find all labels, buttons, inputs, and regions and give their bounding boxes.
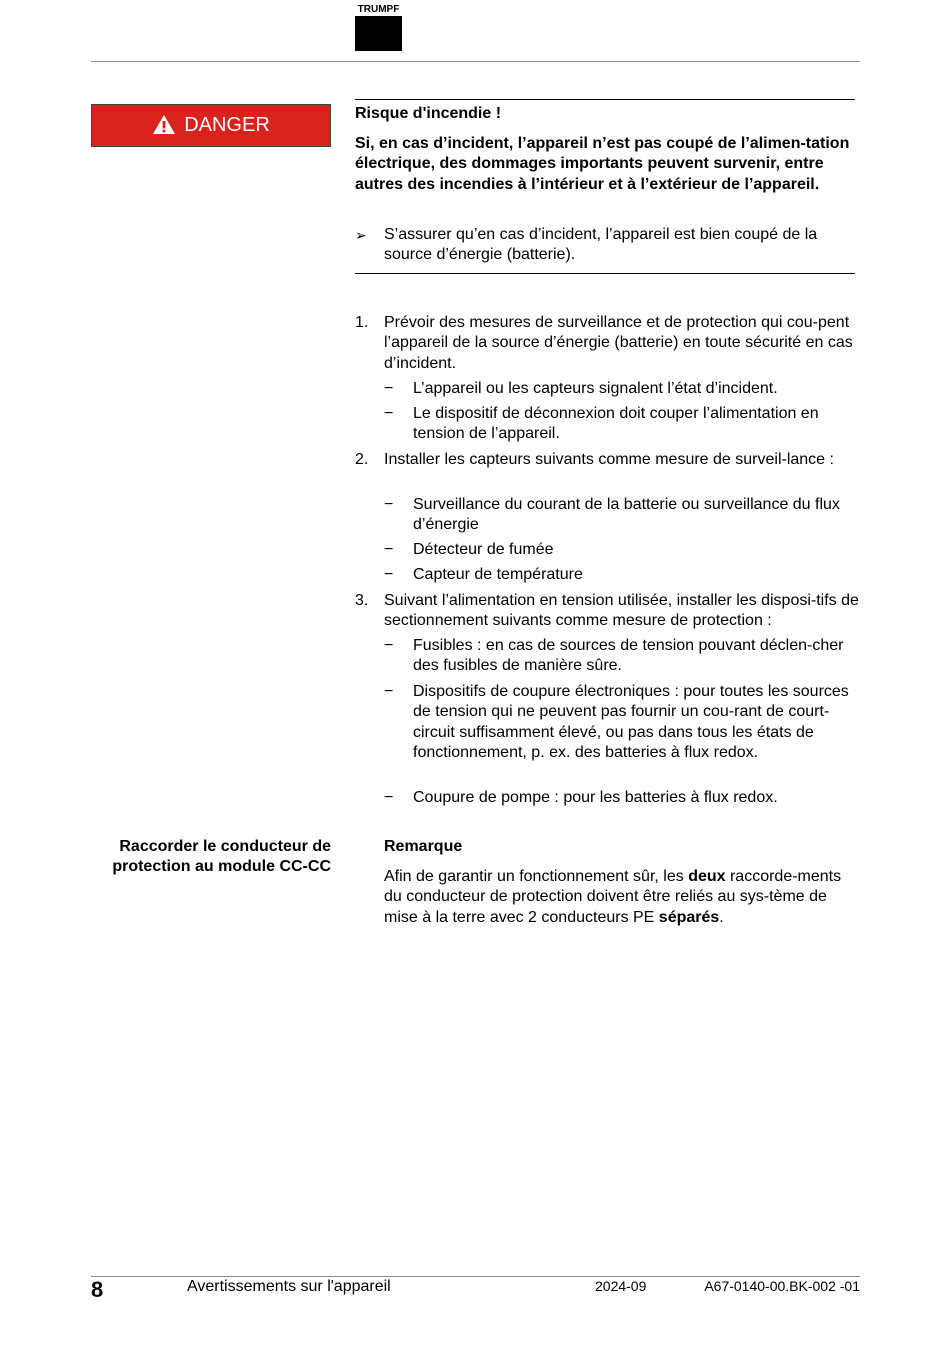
warning-top-rule <box>355 99 855 100</box>
note-body <box>384 867 862 928</box>
step-text: Prévoir des mesures de surveillance et de protection qui cou-pent l’appareil de la source d’énergie (batterie) en toute sécurité en cas d’incident. <box>384 314 853 372</box>
dash-marker: − <box>384 683 394 700</box>
warning-body: Si, en cas d’incident, l’appareil n’est pas coupé de l’alimen-tation électrique, des dommages importants peuvent survenir, entre autres des incendies à l’intérieur et à l’extérieur de l’appareil. <box>355 135 850 193</box>
dash-marker: − <box>384 541 394 558</box>
sub-item <box>384 379 860 399</box>
sub-item <box>384 540 860 560</box>
step-item <box>355 450 860 470</box>
sub-item-text: Capteur de température <box>413 566 583 583</box>
dash-marker: − <box>384 637 394 654</box>
step-number: 1. <box>355 314 369 331</box>
step-item <box>355 591 860 632</box>
footer-document-id: A67-0140-00.BK-002 -01 <box>704 1278 860 1294</box>
sub-item-text: Dispositifs de coupure électroniques : pour toutes les sources de tension qui ne peuvent pas fournir un cou-rant de court-circuit suffisamment élevé, ou pas dans tous les états de fonctionnement, p. ex. des batteries à flux redox. <box>413 683 849 762</box>
note-emphasis: deux <box>688 868 726 885</box>
note-title: Remarque <box>384 838 463 855</box>
dash-marker: − <box>384 380 394 397</box>
step-item <box>355 313 860 374</box>
warning-bottom-rule <box>355 273 855 274</box>
sub-item <box>384 565 860 585</box>
sub-item <box>384 788 860 808</box>
footer-rule <box>91 1276 860 1277</box>
step-text: Installer les capteurs suivants comme mesure de surveil-lance : <box>384 451 834 468</box>
warning-action-text: S’assurer qu’en cas d’incident, l’appareil est bien coupé de la source d’énergie (batterie). <box>384 226 818 264</box>
dash-marker: − <box>384 496 394 513</box>
step-number: 3. <box>355 592 369 609</box>
sub-item-text: Surveillance du courant de la batterie ou surveillance du flux d’énergie <box>413 496 840 534</box>
note-emphasis: séparés <box>658 908 720 926</box>
sub-item-text: Fusibles : en cas de sources de tension pouvant déclen-cher des fusibles de manière sûre. <box>413 637 844 675</box>
danger-label <box>91 104 331 147</box>
sub-item <box>384 636 860 677</box>
dash-marker: − <box>384 405 394 422</box>
step-text: Suivant l’alimentation en tension utilisée, installer les disposi-tifs de sectionnement suivants comme mesure de protection : <box>384 592 859 630</box>
action-arrow-icon: ➢ <box>355 227 367 243</box>
sub-item <box>384 404 860 445</box>
warning-triangle-icon <box>152 114 176 135</box>
dash-marker: − <box>384 566 394 583</box>
warning-title: Risque d'incendie ! <box>355 105 502 122</box>
note-text: . <box>719 908 724 926</box>
warning-action <box>355 225 855 266</box>
logo-block <box>355 16 402 51</box>
footer-title: Avertissements sur l'appareil <box>187 1278 391 1295</box>
sub-item-text: L’appareil ou les capteurs signalent l’état d’incident. <box>413 380 778 397</box>
sub-item-text: Détecteur de fumée <box>413 541 554 558</box>
footer-date: 2024-09 <box>595 1278 647 1294</box>
sub-item <box>384 495 860 536</box>
logo-text: TRUMPF <box>357 4 400 15</box>
sub-item-text: Le dispositif de déconnexion doit couper l’alimentation en tension de l’appareil. <box>413 405 819 443</box>
sub-item <box>384 682 860 764</box>
page-number: 8 <box>91 1277 104 1302</box>
step-number: 2. <box>355 451 369 468</box>
section-side-title: Raccorder le conducteur de protection au module CC-CC <box>112 838 331 876</box>
note-text: raccorde-ments du conducteur de protection doivent être reliés au sys-tème de mise à la terre avec 2 conducteurs PE <box>384 868 842 926</box>
dash-marker: − <box>384 789 394 806</box>
header-rule <box>91 61 860 62</box>
note-text: Afin de garantir un fonctionnement sûr, les <box>384 868 689 885</box>
sub-item-text: Coupure de pompe : pour les batteries à flux redox. <box>413 789 778 806</box>
danger-label-text: DANGER <box>184 114 270 136</box>
